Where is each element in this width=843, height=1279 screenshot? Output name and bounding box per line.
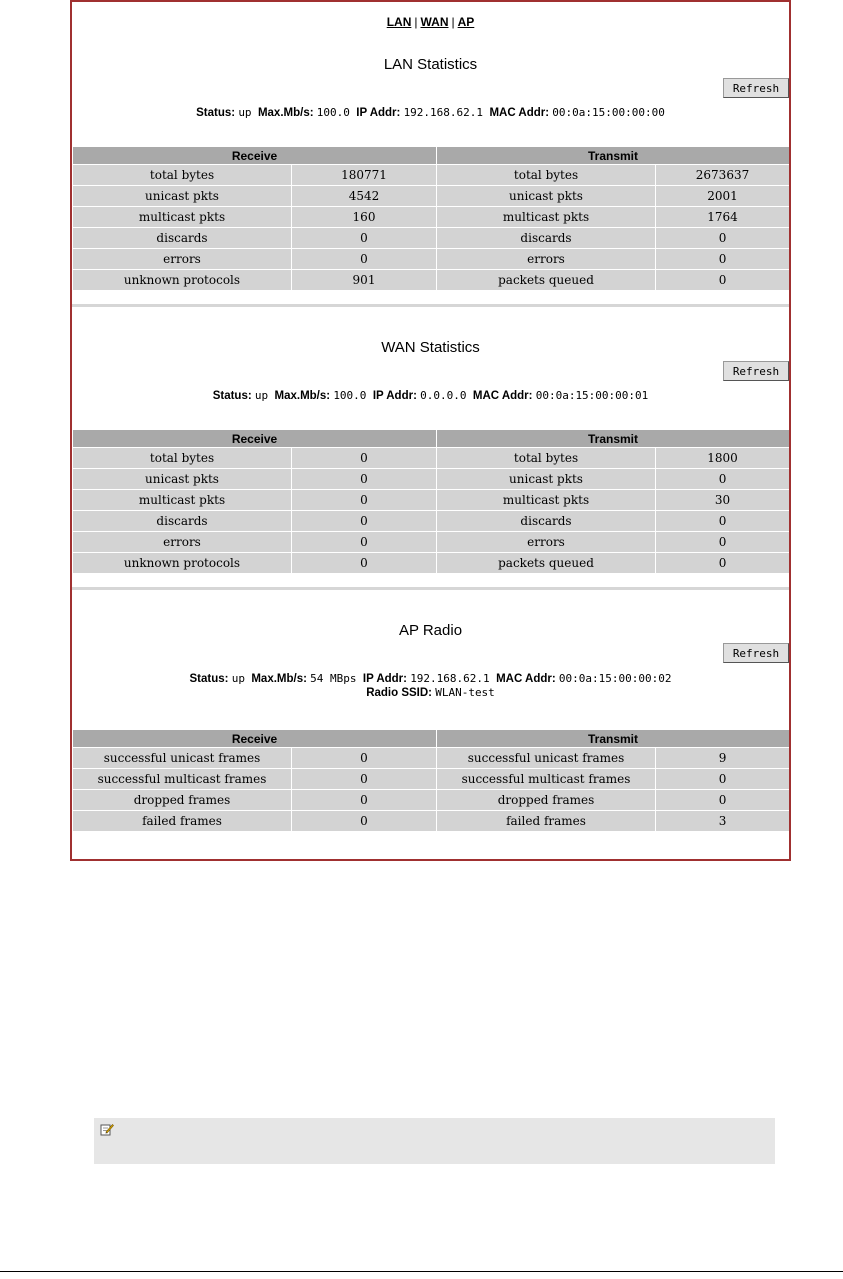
transmit-value-cell: 0 <box>656 228 790 249</box>
transmit-label-cell: total bytes <box>437 448 656 469</box>
table-row <box>73 448 790 469</box>
table-row <box>73 249 790 270</box>
receive-value-cell: 0 <box>292 553 437 574</box>
ap-stats-table <box>72 729 790 832</box>
ap-title: AP Radio <box>398 622 463 639</box>
transmit-value-cell: 1764 <box>656 207 790 228</box>
nav-separator: | <box>414 15 418 29</box>
transmit-value-cell: 0 <box>656 469 790 490</box>
table-row <box>73 511 790 532</box>
transmit-value-cell: 0 <box>656 511 790 532</box>
transmit-label-cell: unicast pkts <box>437 186 656 207</box>
receive-value-cell: 0 <box>292 532 437 553</box>
transmit-value-cell: 0 <box>656 270 790 291</box>
receive-value-cell: 0 <box>292 249 437 270</box>
ap-ssid-value: WLAN-test <box>435 686 495 699</box>
transmit-label-cell: packets queued <box>437 553 656 574</box>
receive-header: Receive <box>73 730 437 748</box>
ssid-label: Radio SSID: <box>366 687 432 699</box>
transmit-header: Transmit <box>437 430 790 448</box>
wan-status-line <box>72 389 789 403</box>
max-label: Max.Mb/s: <box>274 390 331 402</box>
transmit-value-cell: 1800 <box>656 448 790 469</box>
ap-ip-value: 192.168.62.1 <box>410 672 490 685</box>
lan-title: LAN Statistics <box>383 56 478 73</box>
receive-label-cell: unknown protocols <box>73 553 292 574</box>
transmit-label-cell: dropped frames <box>437 790 656 811</box>
wan-title: WAN Statistics <box>381 339 480 356</box>
lan-mac-value: 00:0a:15:00:00:00 <box>552 106 665 119</box>
nav-link-ap[interactable]: AP <box>457 15 475 29</box>
lan-max-value: 100.0 <box>316 106 350 119</box>
status-label: Status: <box>189 673 229 685</box>
receive-label-cell: unknown protocols <box>73 270 292 291</box>
nav-link-lan[interactable]: LAN <box>386 15 412 29</box>
transmit-value-cell: 0 <box>656 553 790 574</box>
receive-value-cell: 0 <box>292 228 437 249</box>
mac-label: MAC Addr: <box>489 107 550 119</box>
receive-value-cell: 160 <box>292 207 437 228</box>
transmit-label-cell: discards <box>437 228 656 249</box>
receive-label-cell: successful unicast frames <box>73 748 292 769</box>
table-row <box>73 270 790 291</box>
mac-label: MAC Addr: <box>496 673 556 685</box>
table-row <box>73 553 790 574</box>
nav-separator: | <box>451 15 455 29</box>
transmit-label-cell: total bytes <box>437 165 656 186</box>
ap-mac-value: 00:0a:15:00:00:02 <box>558 672 672 685</box>
wan-max-value: 100.0 <box>333 389 367 402</box>
transmit-header: Transmit <box>437 730 790 748</box>
receive-label-cell: unicast pkts <box>73 469 292 490</box>
transmit-label-cell: failed frames <box>437 811 656 832</box>
receive-label-cell: errors <box>73 532 292 553</box>
transmit-label-cell: packets queued <box>437 270 656 291</box>
ap-max-value: 54 MBps <box>310 672 357 685</box>
transmit-value-cell: 0 <box>656 790 790 811</box>
wan-stats-table <box>72 429 790 574</box>
transmit-label-cell: successful multicast frames <box>437 769 656 790</box>
transmit-value-cell: 0 <box>656 532 790 553</box>
table-row <box>73 165 790 186</box>
table-row <box>73 532 790 553</box>
statistics-frame <box>70 0 791 861</box>
receive-value-cell: 0 <box>292 448 437 469</box>
transmit-label-cell: multicast pkts <box>437 490 656 511</box>
receive-label-cell: total bytes <box>73 165 292 186</box>
table-row <box>73 748 790 769</box>
transmit-value-cell: 0 <box>656 249 790 270</box>
lan-status-value: up <box>238 106 252 119</box>
lan-stats-table <box>72 146 790 291</box>
max-label: Max.Mb/s: <box>251 673 307 685</box>
receive-value-cell: 0 <box>292 790 437 811</box>
status-label: Status: <box>212 390 252 402</box>
transmit-value-cell: 2673637 <box>656 165 790 186</box>
section-nav <box>72 15 789 29</box>
receive-value-cell: 901 <box>292 270 437 291</box>
note-box <box>94 1118 775 1164</box>
wan-status-value: up <box>254 389 269 402</box>
table-row <box>73 228 790 249</box>
receive-label-cell: successful multicast frames <box>73 769 292 790</box>
page-bottom-rule <box>0 1271 843 1272</box>
status-label: Status: <box>196 107 236 119</box>
transmit-value-cell: 9 <box>656 748 790 769</box>
receive-value-cell: 0 <box>292 811 437 832</box>
pencil-note-icon <box>100 1122 114 1136</box>
receive-header: Receive <box>73 430 437 448</box>
receive-label-cell: dropped frames <box>73 790 292 811</box>
transmit-label-cell: errors <box>437 532 656 553</box>
transmit-label-cell: errors <box>437 249 656 270</box>
receive-value-cell: 0 <box>292 469 437 490</box>
receive-label-cell: multicast pkts <box>73 490 292 511</box>
section-divider <box>72 587 789 590</box>
receive-label-cell: total bytes <box>73 448 292 469</box>
table-row <box>73 769 790 790</box>
ip-label: IP Addr: <box>362 673 407 685</box>
receive-label-cell: discards <box>73 511 292 532</box>
receive-value-cell: 180771 <box>292 165 437 186</box>
section-divider <box>72 304 789 307</box>
transmit-value-cell: 3 <box>656 811 790 832</box>
receive-label-cell: errors <box>73 249 292 270</box>
receive-label-cell: multicast pkts <box>73 207 292 228</box>
transmit-value-cell: 0 <box>656 769 790 790</box>
receive-label-cell: failed frames <box>73 811 292 832</box>
transmit-label-cell: unicast pkts <box>437 469 656 490</box>
lan-status-line <box>72 106 789 120</box>
transmit-header: Transmit <box>437 147 790 165</box>
transmit-label-cell: successful unicast frames <box>437 748 656 769</box>
table-row <box>73 186 790 207</box>
ap-refresh-button[interactable]: Refresh <box>723 643 789 663</box>
ap-status-value: up <box>231 672 245 685</box>
transmit-label-cell: discards <box>437 511 656 532</box>
wan-ip-value: 0.0.0.0 <box>420 389 467 402</box>
wan-refresh-button[interactable]: Refresh <box>723 361 789 381</box>
transmit-label-cell: multicast pkts <box>437 207 656 228</box>
receive-value-cell: 0 <box>292 490 437 511</box>
receive-value-cell: 0 <box>292 748 437 769</box>
receive-value-cell: 0 <box>292 511 437 532</box>
wan-mac-value: 00:0a:15:00:00:01 <box>535 389 649 402</box>
ap-status-line <box>72 672 789 700</box>
nav-link-wan[interactable]: WAN <box>420 15 449 29</box>
receive-header: Receive <box>73 147 437 165</box>
receive-label-cell: unicast pkts <box>73 186 292 207</box>
receive-label-cell: discards <box>73 228 292 249</box>
lan-ip-value: 192.168.62.1 <box>403 106 484 119</box>
table-row <box>73 811 790 832</box>
lan-refresh-button[interactable]: Refresh <box>723 78 789 98</box>
table-row <box>73 490 790 511</box>
table-row <box>73 207 790 228</box>
transmit-value-cell: 2001 <box>656 186 790 207</box>
ip-label: IP Addr: <box>356 107 401 119</box>
transmit-value-cell: 30 <box>656 490 790 511</box>
ip-label: IP Addr: <box>372 390 417 402</box>
table-row <box>73 469 790 490</box>
max-label: Max.Mb/s: <box>257 107 314 119</box>
receive-value-cell: 0 <box>292 769 437 790</box>
table-row <box>73 790 790 811</box>
mac-label: MAC Addr: <box>472 390 533 402</box>
receive-value-cell: 4542 <box>292 186 437 207</box>
